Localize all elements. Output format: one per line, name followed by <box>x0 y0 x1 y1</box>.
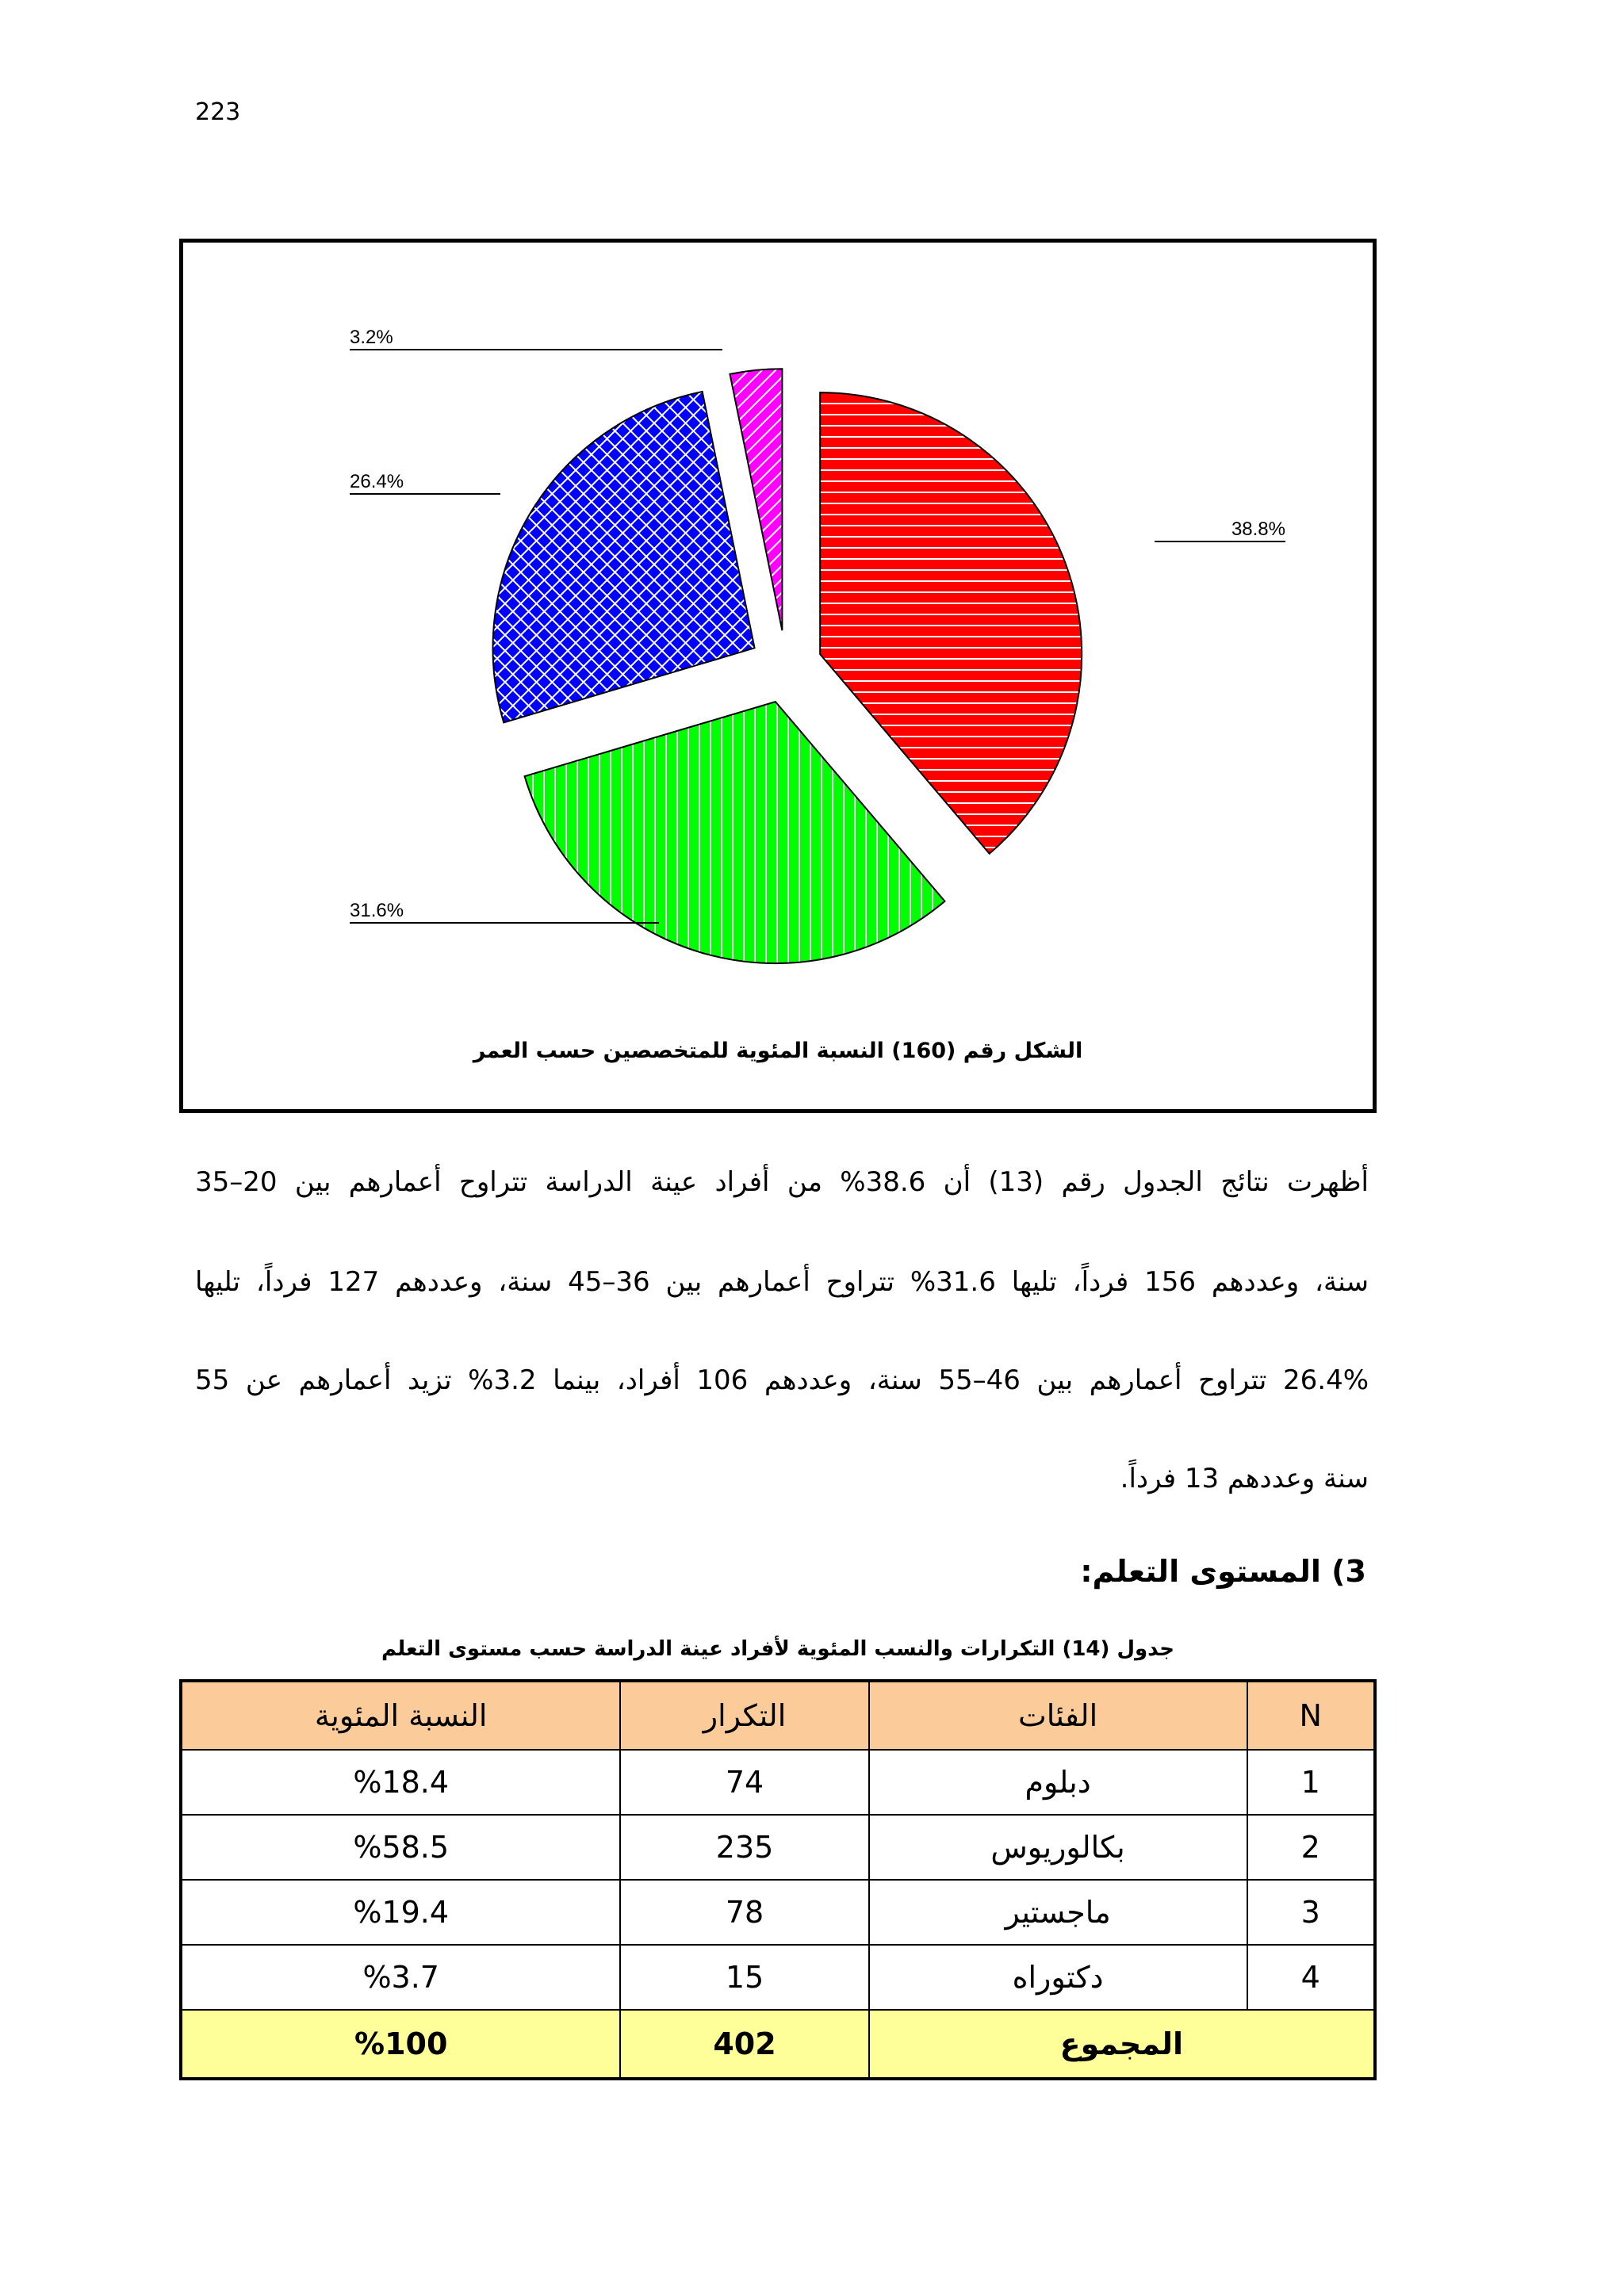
pie-slice-1 <box>820 392 1082 854</box>
cell-category: دبلوم <box>869 1750 1247 1815</box>
cell-category: دكتوراه <box>869 1945 1247 2010</box>
section-heading: 3) المستوى التعلم: <box>1080 1554 1366 1589</box>
pie-chart-figure <box>179 239 1377 1113</box>
total-frequency: 402 <box>620 2010 868 2079</box>
cell-category: ماجستير <box>869 1880 1247 1945</box>
pie-slice-3 <box>493 392 755 722</box>
figure-caption: الشكل رقم (160) النسبة المئوية للمتخصصين حسب العمر <box>473 1039 1083 1063</box>
table-caption: جدول (14) التكرارات والنسب المئوية لأفراد عينة الدراسة حسب مستوى التعلم <box>381 1637 1174 1661</box>
cell-n: 1 <box>1247 1750 1376 1815</box>
paragraph-line-3: 26.4% تتراوح أعمارهم بين 46–55 سنة، وعددهم 106 أفراد، بينما 3.2% تزيد أعمارهم عن 55 <box>195 1364 1369 1396</box>
pie-data-label: 26.4% <box>350 471 404 492</box>
table-total-row <box>181 2010 1375 2079</box>
pie-data-label: 38.8% <box>1231 519 1285 540</box>
pie-data-label: 31.6% <box>350 900 404 921</box>
cell-percent: %19.4 <box>181 1880 620 1945</box>
pie-chart <box>183 243 1373 1109</box>
cell-percent: %3.7 <box>181 1945 620 2010</box>
table-row <box>181 1945 1375 2010</box>
pie-data-label: 3.2% <box>350 327 393 348</box>
table-row <box>181 1750 1375 1815</box>
cell-frequency: 235 <box>620 1815 868 1880</box>
table-row <box>181 1880 1375 1945</box>
total-label: المجموع <box>869 2010 1375 2079</box>
cell-n: 3 <box>1247 1880 1376 1945</box>
header-n: N <box>1247 1681 1376 1750</box>
cell-frequency: 78 <box>620 1880 868 1945</box>
cell-n: 2 <box>1247 1815 1376 1880</box>
paragraph-line-4: سنة وعددهم 13 فرداً. <box>1120 1463 1369 1494</box>
table-header-row <box>181 1681 1375 1750</box>
cell-n: 4 <box>1247 1945 1376 2010</box>
page-number: 223 <box>195 98 241 126</box>
header-category: الفئات <box>869 1681 1247 1750</box>
header-percent: النسبة المئوية <box>181 1681 620 1750</box>
paragraph-line-1: أظهرت نتائج الجدول رقم (13) أن 38.6% من أفراد عينة الدراسة تتراوح أعمارهم بين 20–35 <box>195 1166 1369 1198</box>
pie-slice-2 <box>525 702 945 963</box>
paragraph-line-2: سنة، وعددهم 156 فرداً، تليها 31.6% تتراوح أعمارهم بين 36–45 سنة، وعددهم 127 فرداً، تليها <box>195 1266 1369 1298</box>
education-table <box>179 1679 1377 2080</box>
table-row <box>181 1815 1375 1880</box>
cell-frequency: 74 <box>620 1750 868 1815</box>
cell-frequency: 15 <box>620 1945 868 2010</box>
cell-percent: %58.5 <box>181 1815 620 1880</box>
header-frequency: التكرار <box>620 1681 868 1750</box>
cell-category: بكالوريوس <box>869 1815 1247 1880</box>
total-percent: %100 <box>181 2010 620 2079</box>
cell-percent: %18.4 <box>181 1750 620 1815</box>
